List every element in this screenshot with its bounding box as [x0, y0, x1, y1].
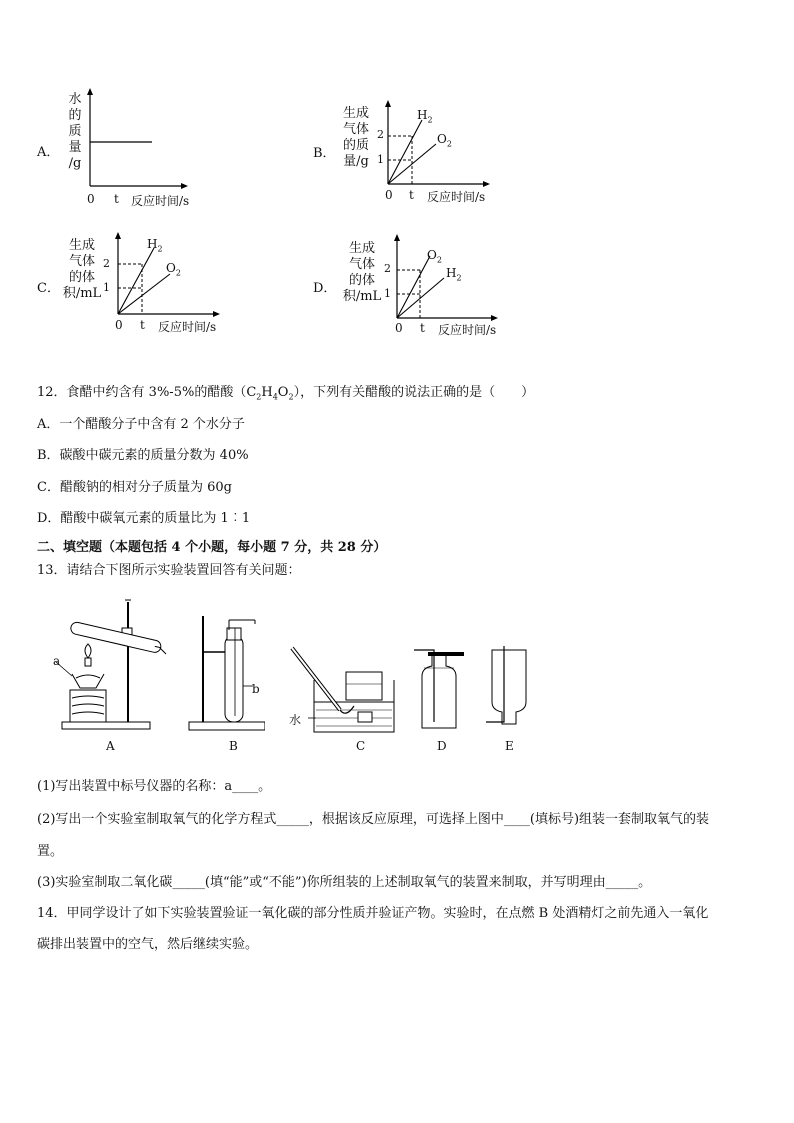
question-12-stem: 12．食醋中约含有 3%-5%的醋酸$(C_2H_4O_2)$，下列有关醋酸的说法正确的是（ ）	[37, 385, 535, 402]
option-label: C．	[37, 281, 60, 296]
y-label-line: 的体	[68, 270, 95, 285]
y-label-line: 水	[68, 92, 82, 107]
y-label-line: 质	[68, 124, 82, 139]
series-label-2: $O_2$	[166, 261, 181, 278]
option-label: B．	[313, 146, 336, 161]
y-label-line: 气体	[68, 254, 95, 269]
y-label-line: 生成	[342, 106, 369, 121]
option-label: D．	[313, 281, 337, 296]
t-label: t	[409, 188, 414, 202]
tick-1: 1	[384, 287, 391, 300]
series-line-1	[388, 120, 422, 184]
q13-part-1: (1)写出装置中标号仪器的名称：a____。	[37, 779, 272, 794]
origin-label: 0	[395, 321, 403, 335]
y-label-line: 生成	[68, 238, 95, 253]
y-label-line: /g	[68, 156, 82, 171]
origin-label: 0	[115, 318, 123, 332]
series-line-1	[118, 248, 154, 314]
y-label-line: 气体	[342, 122, 369, 137]
q12-option-b: B．碳酸中碳元素的质量分数为 40%	[37, 448, 249, 463]
tick-2: 2	[103, 257, 110, 270]
origin-label: 0	[87, 192, 95, 206]
t-label: t	[420, 321, 425, 335]
y-label-line: 气体	[348, 257, 375, 272]
label-apparatus-e: E	[505, 739, 514, 753]
y-label-line: 的体	[348, 273, 375, 288]
apparatus-d-drawing	[410, 644, 472, 736]
label-b: b	[252, 682, 260, 696]
series-label-1: $H_2$	[417, 108, 433, 125]
label-apparatus-d: D	[437, 739, 447, 753]
tick-2: 2	[377, 128, 384, 141]
y-label-line: 的质	[342, 138, 369, 153]
label-apparatus-c: C	[356, 739, 366, 753]
label-apparatus-a: A	[106, 739, 115, 753]
series-label-2: $O_2$	[437, 132, 452, 149]
question-13-stem: 13．请结合下图所示实验装置回答有关问题：	[37, 563, 301, 578]
label-a: a	[53, 654, 61, 668]
apparatus-c-drawing	[284, 640, 399, 736]
x-axis-label: 反应时间/s	[158, 320, 217, 334]
t-label: t	[114, 192, 119, 206]
y-axis-label	[340, 241, 384, 305]
q13-part-2-line-1: (2)写出一个实验室制取氧气的化学方程式_____，根据该反应原理，可选择上图中____(填标号)组装一套制取氧气的装	[37, 812, 710, 827]
series-line-1	[397, 256, 430, 318]
apparatus-b-drawing	[185, 614, 265, 736]
x-axis-label: 反应时间/s	[427, 190, 486, 204]
series-label-2: $H_2$	[446, 266, 462, 283]
axes-a	[80, 88, 190, 192]
series-label-1: $O_2$	[427, 248, 442, 265]
q14-line-2: 碳排出装置中的空气，然后继续实验。	[37, 937, 259, 952]
q14-line-1: 14．甲同学设计了如下实验装置验证一氧化碳的部分性质并验证产物。实验时，在点燃 B 处酒精灯之前先通入一氧化	[37, 906, 709, 921]
y-label-line: 积/mL	[342, 289, 382, 304]
t-label: t	[140, 318, 145, 332]
q12-option-a: A．一个醋酸分子中含有 2 个水分子	[37, 417, 245, 432]
series-line-2	[118, 274, 170, 314]
y-label-line: 量	[68, 140, 82, 155]
y-axis-label	[60, 238, 104, 302]
apparatus-a-drawing	[50, 598, 170, 736]
q13-part-2-line-2: 置。	[37, 844, 64, 859]
tick-1: 1	[377, 153, 384, 166]
y-label-line: 积/mL	[62, 286, 102, 301]
tick-2: 2	[384, 262, 391, 275]
y-label-line: 量/g	[343, 154, 369, 169]
series-label-1: $H_2$	[147, 237, 163, 254]
x-axis-label: 反应时间/s	[438, 323, 497, 337]
origin-label: 0	[385, 188, 393, 202]
q12-option-d: D．醋酸中碳氧元素的质量比为 1︰1	[37, 511, 251, 526]
apparatus-e-drawing	[482, 640, 532, 736]
label-apparatus-b: B	[229, 739, 238, 753]
tick-1: 1	[103, 281, 110, 294]
section-heading: 二、填空题（本题包括 4 个小题，每小题 7 分，共 28 分）	[37, 540, 387, 555]
y-label-line: 的	[68, 108, 82, 123]
q12-option-c: C．醋酸钠的相对分子质量为 60g	[37, 480, 232, 495]
x-axis-label: 反应时间/s	[131, 194, 190, 208]
label-water: 水	[289, 713, 302, 727]
option-label: A．	[37, 145, 60, 160]
q13-part-3: (3)实验室制取二氧化碳_____(填“能”或“不能”)你所组装的上述制取氧气的装置来制取，并写明理由_____。	[37, 875, 652, 890]
y-label-line: 生成	[348, 241, 375, 256]
y-axis-label	[338, 106, 374, 170]
